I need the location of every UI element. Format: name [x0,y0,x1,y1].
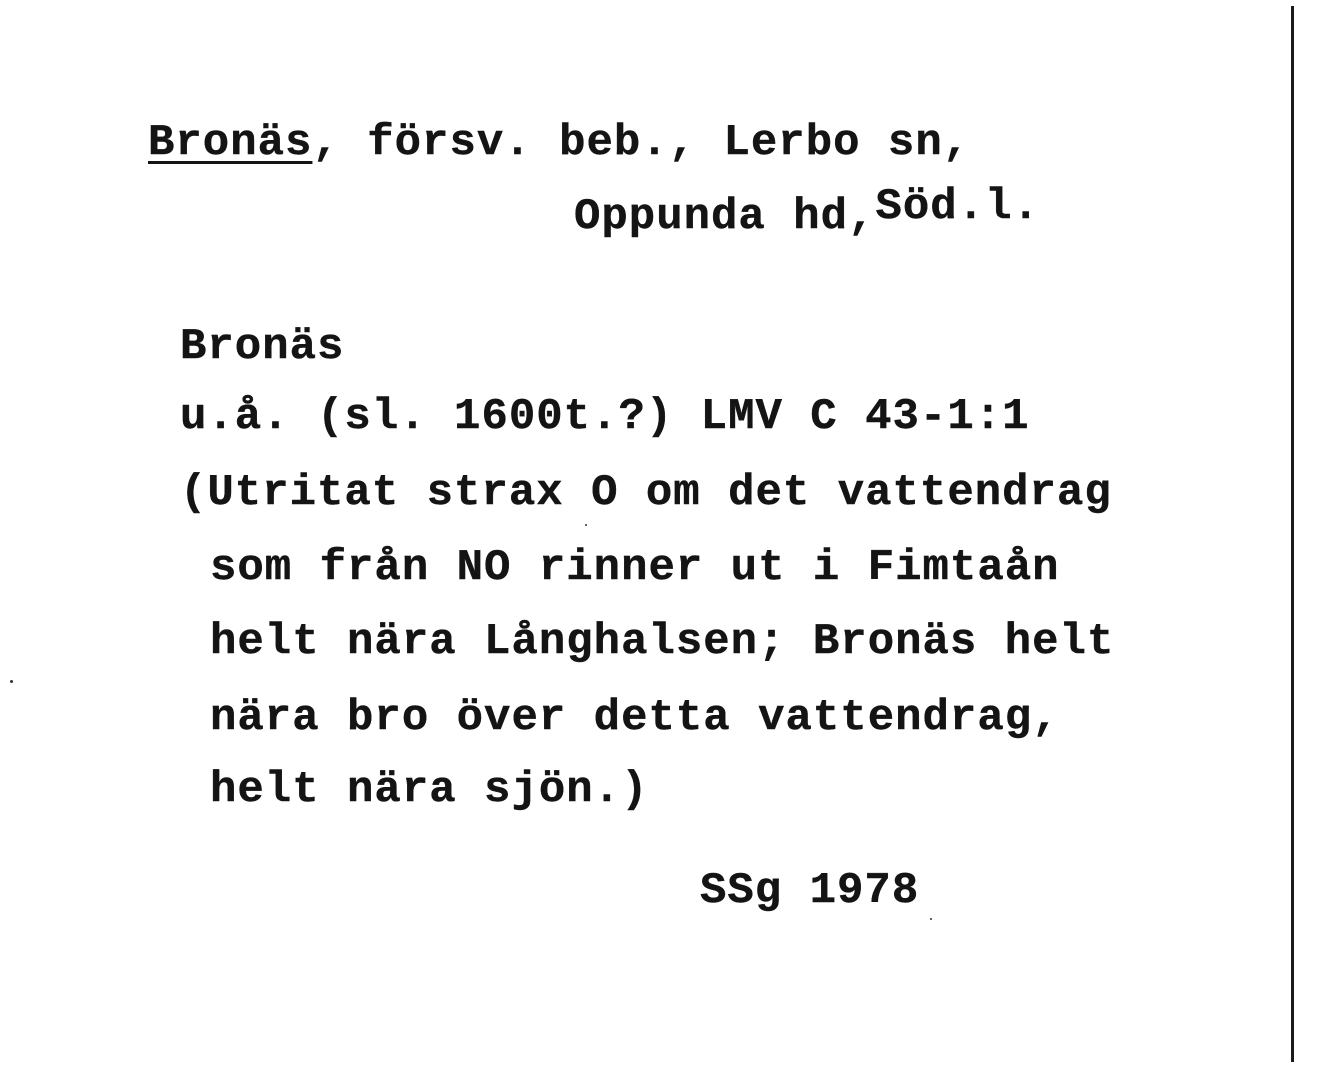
note-line-4: nära bro över detta vattendrag, [210,693,1060,743]
note-line-2: som från NO rinner ut i Fimtaån [210,543,1060,593]
card-edge-line [1291,6,1294,1062]
signature: SSg 1978 [700,866,920,916]
entry-name: Bronäs [180,322,345,372]
header-line-1-rest: , försv. beb., Lerbo sn, [312,118,971,168]
entry-source: u.å. (sl. 1600t.?) LMV C 43-1:1 [180,392,1030,442]
header-line-2-county: Söd.l. [875,182,1040,232]
scan-speck [930,918,932,920]
scan-speck [585,524,587,526]
header-line-2 [574,182,1040,242]
note-line-5: helt nära sjön.) [210,765,649,815]
header-line-1 [148,118,970,168]
note-line-1: (Utritat strax O om det vattendrag [180,468,1112,518]
scan-speck [10,680,13,683]
headword: Bronäs [148,118,313,168]
header-line-2-district: Oppunda hd, [574,192,876,242]
note-line-3: helt nära Långhalsen; Bronäs helt [210,617,1115,667]
